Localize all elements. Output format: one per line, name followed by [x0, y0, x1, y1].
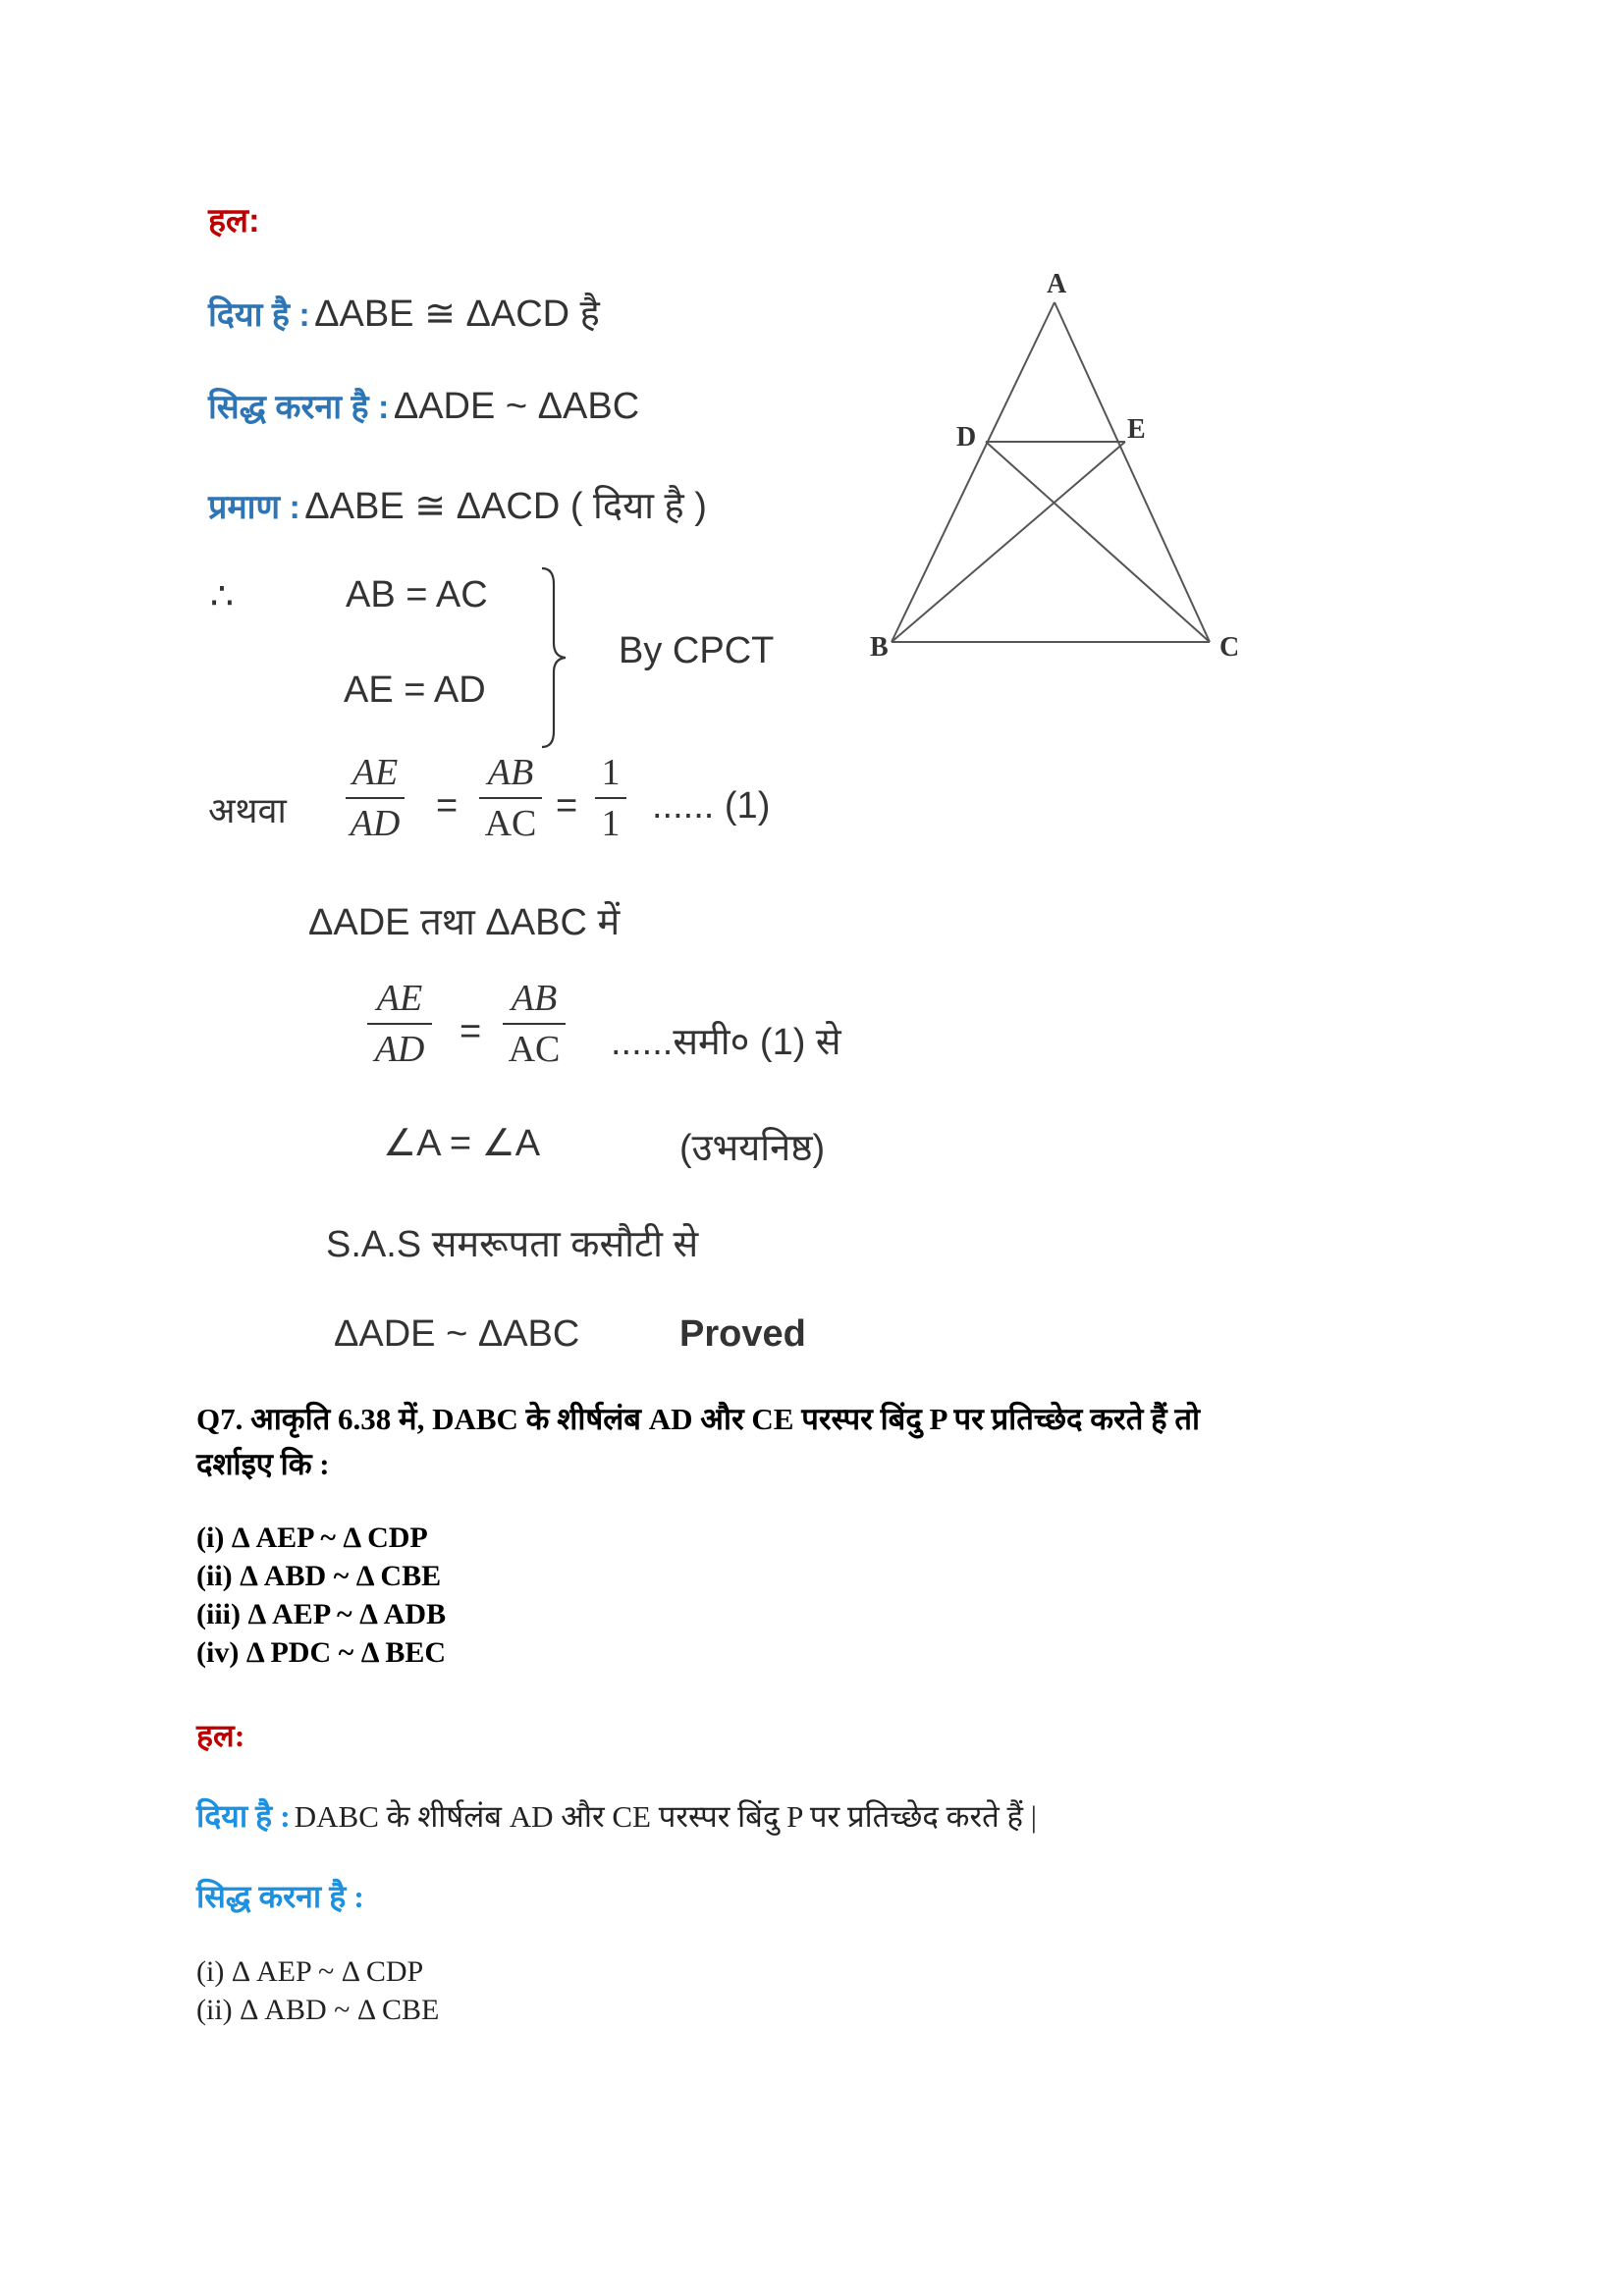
fraction-ae-ad-2 — [367, 974, 432, 1074]
fraction-numerator: AB — [511, 978, 558, 1019]
side-ab — [892, 302, 1055, 642]
vertex-label-e: E — [1127, 414, 1146, 445]
prove-part-2: (ii) Δ ABD ~ Δ CBE — [196, 1994, 440, 2026]
right-brace — [538, 564, 577, 751]
in-triangles-line: ΔADE तथा ΔABC में — [308, 902, 621, 943]
segment-dc — [986, 442, 1210, 642]
q7-given-line — [196, 1794, 1037, 1837]
by-cpct-label: By CPCT — [619, 630, 775, 671]
solution-heading: हल: — [208, 202, 260, 240]
q7-to-prove-label: सिद्ध करना है : — [196, 1879, 364, 1914]
vertex-label-c: C — [1219, 632, 1240, 663]
proof-expression: ΔABE ≅ ΔACD ( दिया है ) — [304, 486, 707, 527]
equation-ae-ad: AE = AD — [344, 669, 486, 711]
equals-sign: = — [460, 1011, 482, 1052]
athva-label: अथवा — [208, 790, 287, 830]
vertex-label-b: B — [870, 632, 889, 663]
question-part-3: (iii) Δ AEP ~ Δ ADB — [196, 1598, 447, 1630]
question-7-line-2: दर्शाइए कि : — [196, 1447, 330, 1481]
question-part-2: (ii) Δ ABD ~ Δ CBE — [196, 1560, 442, 1592]
angle-equality: ∠A = ∠A — [383, 1123, 541, 1164]
given-line — [208, 287, 600, 338]
equation-ab-ac: AB = AC — [346, 574, 488, 615]
side-ac — [1055, 302, 1210, 642]
to-prove-label: सिद्ध करना है : — [208, 389, 390, 426]
vertex-label-a: A — [1047, 269, 1067, 299]
vertex-label-d: D — [956, 422, 977, 453]
fraction-ae-ad — [346, 748, 405, 848]
q7-given-label: दिया है : — [196, 1798, 291, 1834]
to-prove-line — [208, 383, 639, 428]
fraction-denominator: 1 — [601, 803, 621, 844]
segment-be — [892, 442, 1125, 642]
triangle-figure — [854, 265, 1257, 677]
question-7-line-1: Q7. आकृति 6.38 में, DABC के शीर्षलंब AD और CE परस्पर बिंदु P पर प्रतिच्छेद करते हैं तो — [196, 1402, 1201, 1436]
fraction-numerator: AE — [376, 978, 423, 1019]
question-part-1: (i) Δ AEP ~ Δ CDP — [196, 1522, 428, 1554]
equals-sign: = — [436, 785, 459, 827]
therefore-symbol: ∴ — [210, 576, 235, 617]
fraction-one-one — [595, 748, 626, 848]
to-prove-expression: ΔADE ~ ΔABC — [393, 386, 640, 427]
proof-line — [208, 479, 707, 530]
fraction-denominator: AD — [374, 1029, 425, 1070]
q7-given-text: DABC के शीर्षलंब AD और CE परस्पर बिंदु P पर प्रतिच्छेद करते हैं | — [294, 1799, 1037, 1834]
common-label: (उभयनिष्ठ) — [679, 1128, 826, 1169]
proved-label: Proved — [679, 1313, 806, 1355]
fraction-denominator: AC — [508, 1029, 561, 1070]
fraction-numerator: AE — [352, 752, 399, 793]
proof-label: प्रमाण : — [208, 489, 300, 526]
fraction-denominator: AC — [484, 803, 537, 844]
fraction-numerator: AB — [487, 752, 534, 793]
question-part-4: (iv) Δ PDC ~ Δ BEC — [196, 1636, 447, 1669]
solution-7-heading: हल: — [196, 1718, 245, 1753]
fraction-denominator: AD — [350, 803, 401, 844]
given-expression: ΔABE ≅ ΔACD है — [314, 294, 600, 335]
given-label: दिया है : — [208, 296, 310, 334]
fraction-ab-ac — [479, 748, 542, 848]
prove-part-1: (i) Δ AEP ~ Δ CDP — [196, 1955, 424, 1988]
fraction-numerator: 1 — [601, 752, 621, 793]
equals-sign: = — [556, 785, 578, 827]
sas-criterion-line: S.A.S समरूपता कसौटी से — [326, 1224, 699, 1265]
equation-reference-from: ......समी० (1) से — [611, 1022, 841, 1063]
conclusion-expression: ΔADE ~ ΔABC — [334, 1313, 580, 1355]
fraction-ab-ac-2 — [503, 974, 566, 1074]
equation-reference-1: ...... (1) — [652, 785, 771, 827]
